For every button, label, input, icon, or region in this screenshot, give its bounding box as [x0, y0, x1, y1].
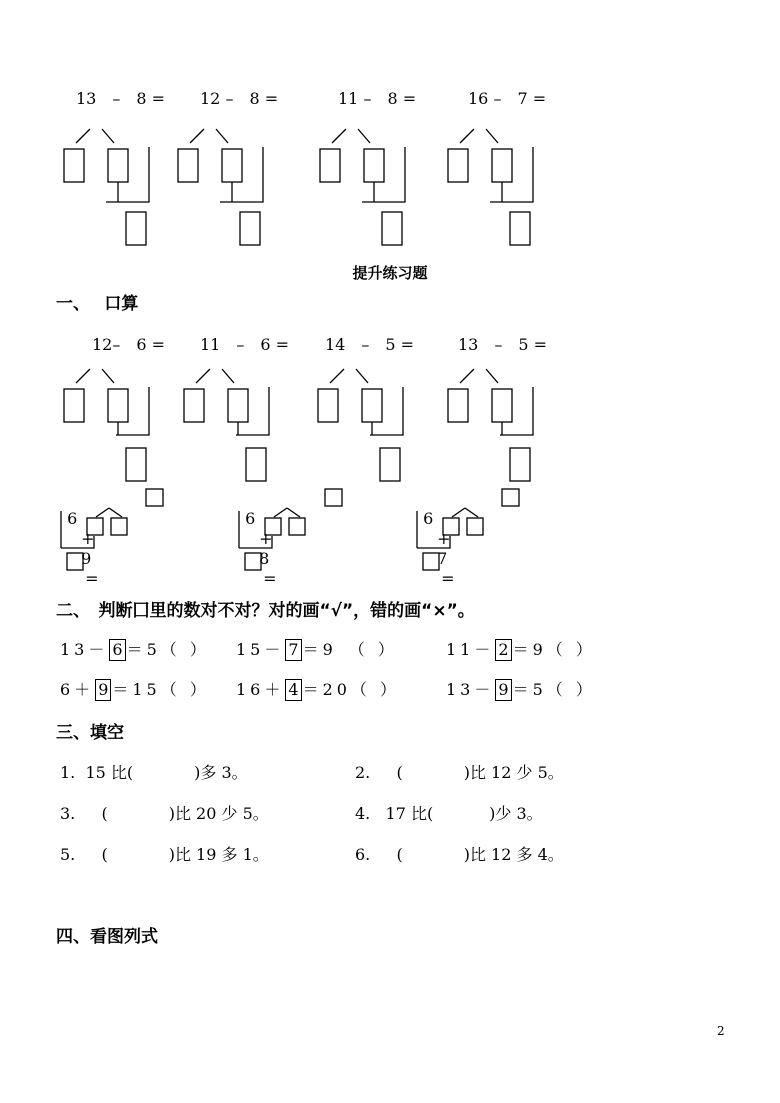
decomposition-diagram — [312, 125, 422, 250]
judge-right: ＝15（ ） — [112, 680, 210, 699]
decomposition-diagram — [310, 365, 420, 490]
equals-sign: = — [441, 569, 455, 588]
judge-item-4 — [60, 678, 210, 702]
judge-left: 16＋ — [236, 680, 285, 699]
expression-5: 12– 6 = — [92, 335, 166, 354]
page-number: 2 — [717, 1024, 725, 1038]
decomposition-diagram — [170, 125, 280, 250]
judge-right: ＝9 （ ） — [302, 640, 398, 659]
expression-3: 11 – 8 = — [338, 89, 417, 108]
expression-1: 13 – 8 = — [76, 89, 166, 108]
judge-left: 15－ — [236, 640, 285, 659]
judge-item-5 — [236, 678, 400, 702]
make-ten-diagram — [410, 486, 530, 576]
judge-boxed-number: 9 — [495, 679, 511, 701]
decomposition-diagram — [56, 365, 166, 490]
addend-b: 7 — [437, 549, 448, 568]
expression-4: 16 – 7 = — [468, 89, 547, 108]
addend-b: 8 — [259, 549, 270, 568]
expression-2: 12 – 8 = — [200, 89, 279, 108]
equals-sign: = — [85, 569, 99, 588]
section-4-heading: 四、看图列式 — [56, 927, 158, 947]
fill-blank-item: 4. 17 比( )少 3。 — [355, 804, 543, 823]
judge-item-1 — [60, 638, 210, 662]
expression-7: 14 – 5 = — [325, 335, 415, 354]
judge-left: 6＋ — [60, 680, 95, 699]
judge-boxed-number: 9 — [95, 679, 111, 701]
section-3-heading: 三、填空 — [56, 723, 124, 743]
make-ten-diagram — [232, 486, 352, 576]
judge-left: 13－ — [60, 640, 109, 659]
decomposition-diagram — [440, 365, 550, 490]
judge-item-2 — [236, 638, 398, 662]
addend-a: 6 — [245, 509, 256, 528]
fill-blank-item: 3. ( )比 20 少 5。 — [60, 804, 269, 823]
judge-left: 13－ — [446, 680, 495, 699]
judge-item-6 — [446, 678, 596, 702]
judge-boxed-number: 7 — [285, 639, 301, 661]
judge-right: ＝5（ ） — [512, 680, 596, 699]
addend-a: 6 — [67, 509, 78, 528]
decomposition-diagram — [56, 125, 166, 250]
judge-right: ＝5（ ） — [126, 640, 210, 659]
judge-boxed-number: 6 — [109, 639, 125, 661]
fill-blank-item: 6. ( )比 12 多 4。 — [355, 845, 564, 864]
judge-right: ＝9（ ） — [512, 640, 596, 659]
plus-sign: + — [81, 529, 95, 548]
fill-blank-item: 5. ( )比 19 多 1。 — [60, 845, 269, 864]
fill-blank-item: 1. 15 比( )多 3。 — [60, 763, 248, 782]
judge-item-3 — [446, 638, 596, 662]
judge-left: 11－ — [446, 640, 495, 659]
plus-sign: + — [259, 529, 273, 548]
make-ten-diagram — [54, 486, 174, 576]
subtitle: 提升练习题 — [352, 264, 428, 282]
addend-b: 9 — [81, 549, 92, 568]
section-1-heading: 一、 口算 — [56, 294, 139, 314]
fill-blank-item: 2. ( )比 12 少 5。 — [355, 763, 564, 782]
judge-boxed-number: 4 — [285, 679, 301, 701]
addend-a: 6 — [423, 509, 434, 528]
section-2-heading: 二、 判断囗里的数对不对？对的画“√”，错的画“×”。 — [56, 601, 475, 621]
judge-boxed-number: 2 — [495, 639, 511, 661]
equals-sign: = — [263, 569, 277, 588]
expression-6: 11 – 6 = — [200, 335, 290, 354]
decomposition-diagram — [440, 125, 550, 250]
plus-sign: + — [437, 529, 451, 548]
judge-right: ＝20（ ） — [302, 680, 401, 699]
decomposition-diagram — [176, 365, 286, 490]
expression-8: 13 – 5 = — [458, 335, 548, 354]
